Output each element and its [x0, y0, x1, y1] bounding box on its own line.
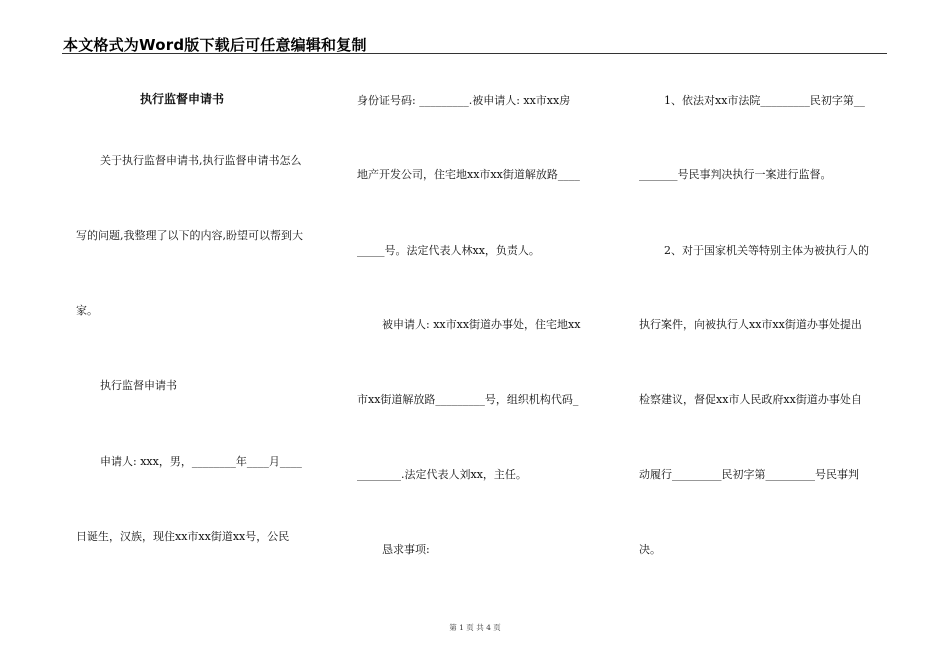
paragraph-line: 市xx街道解放路_________号，组织机构代码_ [357, 393, 579, 406]
list-item: 1、依法对xx市法院_________民初字第__ [664, 94, 865, 107]
section-heading: 执行监督申请书 [100, 379, 177, 392]
paragraph-line: 决。 [639, 543, 661, 556]
paragraph-line: 申请人: xxx，男，________年____月____ [100, 455, 302, 468]
paragraph-line: 身份证号码: _________.被申请人: xx市xx房 [357, 94, 571, 107]
document-banner: 本文格式为Word版下载后可任意编辑和复制 [63, 36, 367, 54]
paragraph-line: _____号。法定代表人林xx，负责人。 [357, 244, 540, 257]
document-title: 执行监督申请书 [140, 92, 225, 106]
section-heading: 恳求事项: [382, 543, 430, 556]
list-item: 2、对于国家机关等特别主体为被执行人的 [664, 244, 869, 257]
header-divider [62, 53, 887, 54]
paragraph-line: 日诞生，汉族，现住xx市xx街道xx号，公民 [76, 530, 290, 543]
paragraph-line: 动履行_________民初字第_________号民事判 [639, 468, 859, 481]
paragraph-line: 写的问题,我整理了以下的内容,盼望可以帮到大 [76, 229, 303, 242]
paragraph-line: 关于执行监督申请书,执行监督申请书怎么 [100, 154, 302, 167]
paragraph-line: ________.法定代表人刘xx，主任。 [357, 468, 527, 481]
paragraph-line: _______号民事判决执行一案进行监督。 [639, 168, 832, 181]
page-number: 第 1 页 共 4 页 [449, 623, 501, 632]
paragraph-line: 地产开发公司，住宅地xx市xx街道解放路____ [357, 168, 580, 181]
paragraph-line: 检察建议，督促xx市人民政府xx街道办事处自 [639, 393, 862, 406]
paragraph-line: 家。 [76, 304, 98, 317]
paragraph-line: 执行案件，向被执行人xx市xx街道办事处提出 [639, 318, 862, 331]
paragraph-line: 被申请人: xx市xx街道办事处，住宅地xx [382, 318, 581, 331]
